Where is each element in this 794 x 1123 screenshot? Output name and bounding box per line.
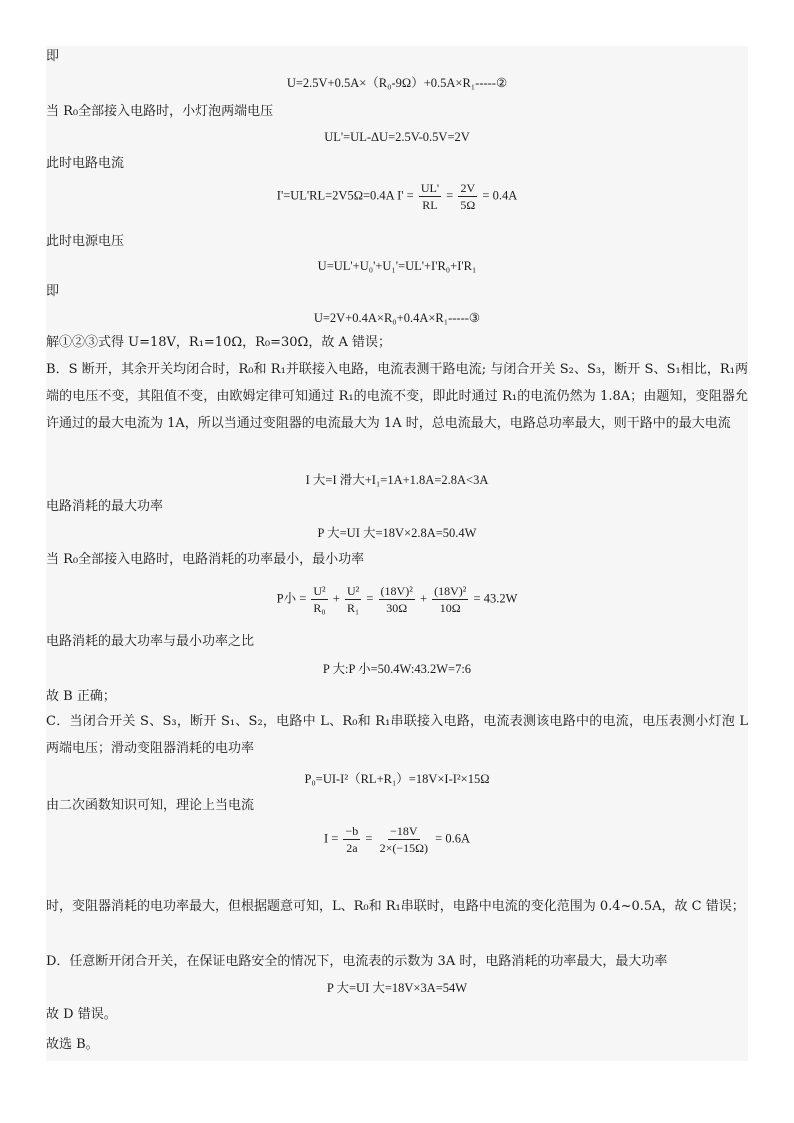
eq-part: I = [324,831,339,846]
text-line: 由二次函数知识可知，理论上当电流 [46,798,255,813]
equation-max-power: P 大=UI 大=18V×2.8A=50.4W [317,526,477,540]
text-line: 当 R₀全部接入电路时，小灯泡两端电压 [46,104,274,119]
equation-max-current: I 大=I 滑大+I₁=1A+1.8A=2.8A<3A [305,473,489,487]
final-answer: 故选 B。 [46,1037,99,1052]
text-line: 电路消耗的最大功率与最小功率之比 [46,634,255,649]
text-line: 故 D 错误。 [46,1007,117,1022]
fraction [378,823,430,856]
text-line: 电路消耗的最大功率 [46,499,164,514]
fraction [432,583,468,616]
text-line: 此时电路电流 [46,156,125,171]
equation-current: I'=UL'RL=2V5Ω=0.4A I' = $\frac{UL'}{RL}$ = $\frac{2V}{5\Omega}$ = 0.4A [276,181,518,212]
text-line: 当 R₀全部接入电路时，电路消耗的功率最小，最小功率 [46,552,365,567]
denominator: RL [422,198,438,212]
eq-part: P小 = [276,591,307,606]
equation-rheostat-power: P₀=UI-I²（RL+R₁）=18V×I-I²×15Ω [304,772,490,786]
equation-min-power: P小 = $\frac{\text{U²}}{\text{R₀}}$ + $\frac{\text{U²}}{\text{R₁}}$ = $\frac{\text{(18V)²}}{30\Omega}$ + $\frac{\text{(18V)²}}{10\Omega}$ = 43.2W [276,584,518,615]
numerator: (18V)² [380,584,413,598]
numerator: −b [345,824,359,838]
denominator: R₁ [347,601,360,615]
numerator: −18V [390,824,418,838]
equation-d-power: P 大=UI 大=18V×3A=54W [326,981,468,995]
eq-part: = 0.6A [435,831,470,846]
numerator: U² [346,584,360,598]
numerator: 2V [460,181,476,195]
numerator: (18V)² [434,584,467,598]
paragraph-c-conclusion: 时，变阻器消耗的电功率最大，但根据题意可知，L、R₀和 R₁串联时，电路中电流的变化范围为 0.4~0.5A，故 C 错误； [46,899,745,914]
fraction [311,583,327,616]
equation-2: U=2.5V+0.5A×（R₀-9Ω）+0.5A×R₁-----② [286,76,508,90]
denominator: 2×(−15Ω) [379,841,429,855]
eq-part: = 43.2W [473,591,518,606]
fraction [343,823,360,856]
fraction [345,583,361,616]
denominator: 30Ω [386,601,408,615]
text-line: 故 B 正确； [46,689,116,704]
equation-source: U=UL'+U₀'+U₁'=UL'+I'R₀+I'R₁ [317,259,477,273]
equation-ratio: P 大:P 小=50.4W:43.2W=7:6 [322,662,472,676]
fraction [379,583,415,616]
eq-part: I'=UL'RL=2V5Ω=0.4A I' = [276,188,414,203]
text-line: 即 [46,49,60,64]
text-line: 即 [46,284,60,299]
denominator: 10Ω [439,601,461,615]
solution-document [46,46,748,1061]
equation-voltage: UL'=UL-ΔU=2.5V-0.5V=2V [324,130,470,144]
denominator: 5Ω [460,198,476,212]
paragraph-c: C．当闭合开关 S、S₃，断开 S₁、S₂，电路中 L、R₀和 R₁串联接入电路，电流表测该电路中的电流，电压表测小灯泡 L 两端电压；滑动变阻器消耗的电功率 [46,714,748,756]
text-line: 此时电源电压 [46,234,125,249]
fraction [419,180,441,213]
denominator: R₀ [313,601,326,615]
text-line: 解①②③式得 U=18V，R₁=10Ω，R₀=30Ω，故 A 错误； [46,335,391,350]
numerator: UL' [420,181,440,195]
equation-vertex: I = $\frac{-b}{2a}$ = $\frac{-18V}{2\times(-15\Omega)}$ = 0.6A [324,824,470,855]
fraction [458,180,477,213]
paragraph-d: D．任意断开闭合开关，在保证电路安全的情况下，电流表的示数为 3A 时，电路消耗的功率最大，最大功率 [46,954,668,969]
denominator: 2a [346,841,358,855]
equation-3: U=2V+0.4A×R₀+0.4A×R₁-----③ [313,311,481,325]
paragraph-b: B．S 断开，其余开关均闭合时，R₀和 R₁并联接入电路，电流表测干路电流; 与闭合开关 S₂、S₃，断开 S、S₁相比，R₁两端的电压不变，其阻值不变，由欧姆定律可知通过 R₁的电流不变，即此时通过 R₁的电流仍然为 1.8A；由题知，变阻器允许通过的最大电流为 1A，所以当通过变阻器的电流最大为 1A 时，总电流最大，电路总功率最大，则干路中的最大电流 [46,362,748,431]
numerator: U² [313,584,326,598]
eq-part: = 0.4A [482,188,518,203]
